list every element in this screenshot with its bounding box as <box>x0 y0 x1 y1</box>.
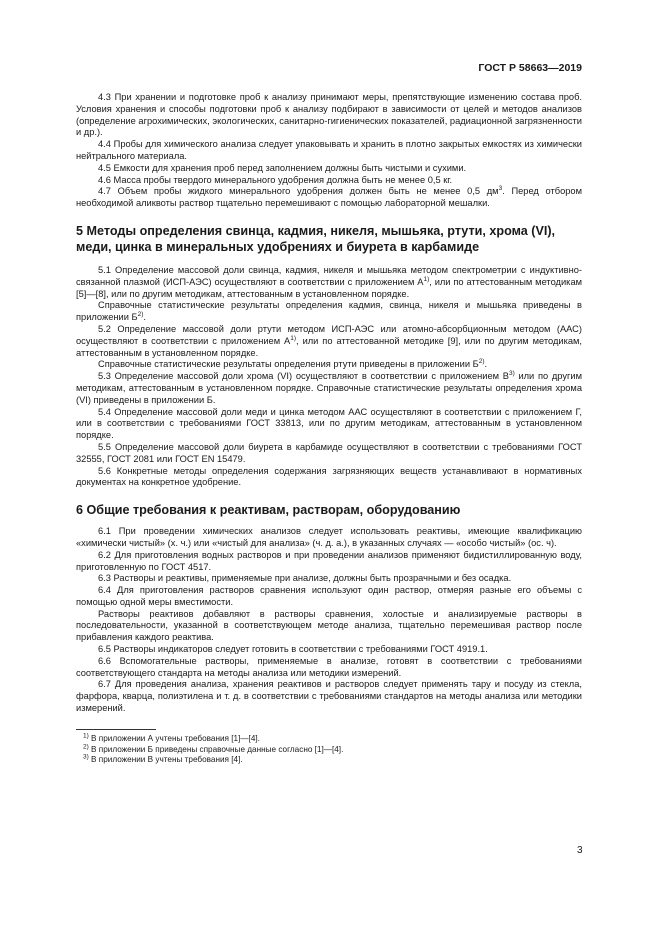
footnote-2: $^{2)}$ В приложении Б приведены справочные данные согласно [1]—[4]. <box>83 742 344 754</box>
footnote-3: $^{3)}$ В приложении В учтены требования [4]. <box>83 753 243 765</box>
superscript: 3 <box>498 185 503 193</box>
document-header: ГОСТ Р 58663—2019 <box>478 62 582 74</box>
paragraph-6-4: 6.4 Для приготовления растворов сравнения используют один раствор, отмеряя разные его объемы с помощью одной меры вместимости. <box>76 585 582 607</box>
paragraph-5-4: 5.4 Определение массовой доли меди и цинка методом ААС осуществляют в соответствии с приложением Г, или в соответствии с требованиями ГОСТ 33813, или по другим методикам, аттестованным в установленном порядке. <box>76 406 582 441</box>
page-content <box>76 92 582 766</box>
paragraph-5-3: 5.3 Определение массовой доли хрома (VI) осуществляют в соответствии с приложением $В^{3)}$ или по другим методикам, аттестованным в установленном порядке. Справочные статистические результаты определения хрома (VI) приведены в приложении Б. <box>76 370 582 405</box>
paragraph-5-5: 5.5 Определение массовой доли биурета в карбамиде осуществляют в соответствии с требованиями ГОСТ 32555, ГОСТ 2081 или ГОСТ EN 15479. <box>76 441 582 464</box>
paragraph-4-4: 4.4 Пробы для химического анализа следует упаковывать и хранить в плотно закрытых емкостях из химически нейтрального материала. <box>76 139 582 161</box>
paragraph-6-6: 6.6 Вспомогательные растворы, применяемые в анализе, готовят в соответствии с требованиями соответствующего стандарта на методы анализа или методики измерений. <box>76 655 582 678</box>
paragraph-5-6: 5.6 Конкретные методы определения содержания загрязняющих веществ устанавливают в нормативных документах на конкретное удобрение. <box>76 465 582 488</box>
paragraph-5-2-ref: Справочные статистические результаты определения ртути приведены в приложении $Б^{2)}$. <box>98 358 488 370</box>
paragraph-6-3: 6.3 Растворы и реактивы, применяемые при анализе, должны быть прозрачными и без осадка. <box>98 573 512 584</box>
footnote-divider <box>76 729 156 730</box>
footnote-ref: 1) <box>423 275 430 283</box>
paragraph-4-7: 4.7 Объем пробы жидкого минерального удобрения должен быть не менее 0,5 $дм^3$. Перед отбором необходимой аликвоты раствор тщательно перемешивают с помощью лабораторной мешалки. <box>76 185 582 209</box>
footnote-1: $^{1)}$ В приложении А учтены требования [1]—[4]. <box>83 732 260 743</box>
paragraph-5-1: 5.1 Определение массовой доли свинца, кадмия, никеля и мышьяка методом спектрометрии с индуктивно-связанной плазмой (ИСП-АЭС) осуществляют в соответствии с приложением $А^{1)}$, или по аттестованным методикам [5]—[8], или по другим методикам, аттестованным в установленном порядке. <box>76 264 583 299</box>
paragraph-4-3: 4.3 При хранении и подготовке проб к анализу принимают меры, препятствующие изменению состава проб. Условия хранения и способы подготовки проб к анализу подбирают в зависимости от целей и методов анализов (определение агрохимических, экологических, санитарно-гигиенических показателей, радиационной загрязненности и др.). <box>76 92 582 138</box>
paragraph-6-5: 6.5 Растворы индикаторов следует готовить в соответствии с требованиями ГОСТ 4919.1. <box>98 644 488 655</box>
footnote-ref: 2) <box>478 358 485 366</box>
paragraph-4-6: 4.6 Масса пробы твердого минерального удобрения должна быть не менее 0,5 кг. <box>98 174 453 185</box>
section-6-heading: 6 Общие требования к реактивам, растворам, оборудованию <box>76 503 461 518</box>
footnote-ref: 1) <box>290 334 297 342</box>
footnote-ref: 2) <box>137 311 144 319</box>
paragraph-6-7: 6.7 Для проведения анализа, хранения реактивов и растворов следует применять тару и посуду из стекла, фарфора, кварца, полиэтилена и т. д. в соответствии с требованиями стандартов на методы анализа или методики измерений. <box>76 679 582 714</box>
paragraph-5-2: 5.2 Определение массовой доли ртути методом ИСП-АЭС или атомно-абсорбционным методом (ААС) осуществляют в соответствии с приложением $А^{1)}$, или по аттестованной методике [9], или по другим методикам, аттестованным в установленном порядке. <box>76 323 582 358</box>
section-5-heading: 5 Методы определения свинца, кадмия, никеля, мышьяка, ртути, хрома (VI), меди, цинка в минеральных удобрениях и биурета в карбамиде <box>76 223 556 254</box>
paragraph-6-1: 6.1 При проведении химических анализов следует использовать реактивы, имеющие квалификацию «химически чистый» (х. ч.) или «чистый для анализа» (ч. д. а.), в указанных случаях — «особо чистый» (ос. ч). <box>76 526 582 548</box>
paragraph-4-5: 4.5 Емкости для хранения проб перед заполнением должны быть чистыми и сухими. <box>98 162 467 173</box>
page-number: 3 <box>577 845 583 856</box>
paragraph-6-2: 6.2 Для приготовления водных растворов и при проведении анализов применяют бидистиллированную воду, приготовленную по ГОСТ 4517. <box>76 549 582 572</box>
paragraph-5-1-ref: Справочные статистические результаты определения кадмия, свинца, никеля и мышьяка приведены в приложении $Б^{2)}$. <box>76 300 582 323</box>
footnote-ref: 3) <box>508 370 515 378</box>
paragraph-6-4-cont: Растворы реактивов добавляют в растворы сравнения, холостые и анализируемые растворы в последовательности, указанной в соответствующем методе анализа, тщательно перемешивая раствор после прибавления каждого реактива. <box>76 608 582 643</box>
